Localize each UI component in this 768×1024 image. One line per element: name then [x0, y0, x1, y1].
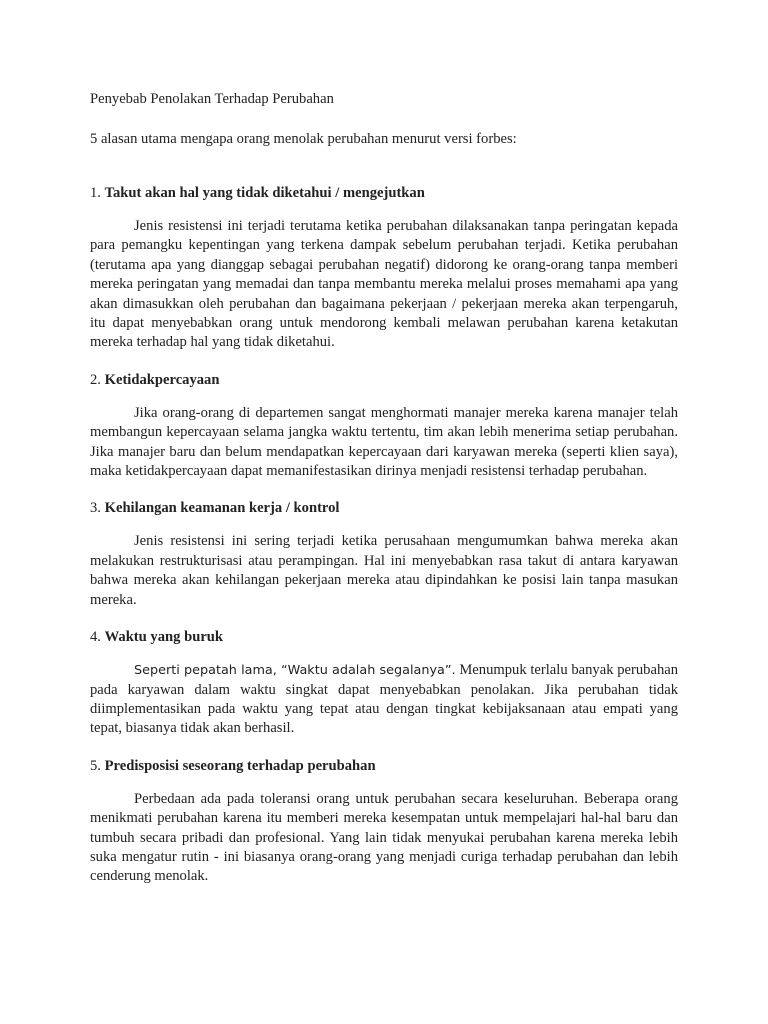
section-heading — [90, 756, 678, 777]
section-heading — [90, 370, 678, 391]
section-body: Jika orang-orang di departemen sangat menghormati manajer mereka karena manajer telah membangun kepercayaan selama jangka waktu tertentu, tim akan lebih menerima setiap perubahan. Jika manajer baru dan belum mendapatkan kepercayaan dari karyawan mereka (seperti klien saya), maka ketidakpercayaan dapat memanifestasikan dirinya menjadi resistensi terhadap perubahan. — [90, 404, 678, 480]
section-heading — [90, 183, 678, 204]
section-number: 5. — [90, 757, 101, 774]
section-heading — [90, 498, 678, 519]
section-body: Perbedaan ada pada toleransi orang untuk perubahan secara keseluruhan. Beberapa orang menikmati perubahan karena itu memberi mereka kesempatan untuk mempelajari hal-hal baru dan tumbuh secara pribadi dan profesional. Yang lain tidak menyukai perubahan karena mereka lebih suka mengatur rutin - ini biasanya orang-orang yang menjadi curiga terhadap perubahan dan lebih cenderung menolak. — [90, 790, 678, 885]
document-page — [90, 89, 678, 887]
section-5 — [90, 756, 678, 887]
section-title: Predisposisi seseorang terhadap perubahan — [104, 757, 376, 774]
document-title: Penyebab Penolakan Terhadap Perubahan — [90, 91, 334, 107]
section-body-rest: Menumpuk terlalu banyak perubahan pada karyawan dalam waktu singkat dapat menyebabkan penolakan. Jika perubahan tidak diimplementasikan pada waktu yang tepat atau dengan tingkat kebijaksanaan atau empati yang tepat, biasanya tidak akan berhasil. — [90, 662, 679, 737]
section-1 — [90, 183, 678, 353]
section-body: Jenis resistensi ini sering terjadi ketika perusahaan mengumumkan bahwa mereka akan melakukan restrukturisasi atau perampingan. Hal ini menyebabkan rasa takut di antara karyawan bahwa mereka akan kehilangan pekerjaan mereka atau dipindahkan ke posisi lain tanpa masukan mereka. — [90, 533, 678, 608]
section-number: 3. — [90, 500, 101, 517]
section-number: 4. — [90, 629, 101, 646]
section-title: Kehilangan keamanan kerja / kontrol — [104, 500, 340, 517]
section-body-lead: Seperti pepatah lama, “Waktu adalah segalanya”. — [134, 663, 456, 679]
intro-paragraph: 5 alasan utama mengapa orang menolak perubahan menurut versi forbes: — [90, 131, 517, 147]
section-body — [90, 661, 678, 739]
section-4 — [90, 627, 678, 739]
section-heading — [90, 627, 678, 648]
section-number: 1. — [90, 185, 101, 201]
section-title: Waktu yang buruk — [104, 629, 224, 646]
section-body: Jenis resistensi ini terjadi terutama ketika perubahan dilaksanakan tanpa peringatan kepada para pemangku kepentingan yang terkena dampak sebelum perubahan terjadi. Ketika perubahan (terutama apa yang dianggap sebagai perubahan negatif) didorong ke orang-orang tanpa memberi mereka peringatan yang memadai dan tanpa membantu mereka melalui proses memahami apa yang akan dimasukkan oleh perubahan dan bagaimana pekerjaan / pekerjaan mereka akan terpengaruh, itu dapat menyebabkan orang untuk mendorong kembali melawan perubahan karena ketakutan mereka terhadap hal yang tidak diketahui. — [90, 218, 678, 351]
section-title: Ketidakpercayaan — [104, 371, 220, 388]
section-3 — [90, 498, 678, 610]
section-number: 2. — [90, 371, 101, 388]
section-2 — [90, 370, 678, 482]
section-title: Takut akan hal yang tidak diketahui / mengejutkan — [104, 185, 425, 201]
